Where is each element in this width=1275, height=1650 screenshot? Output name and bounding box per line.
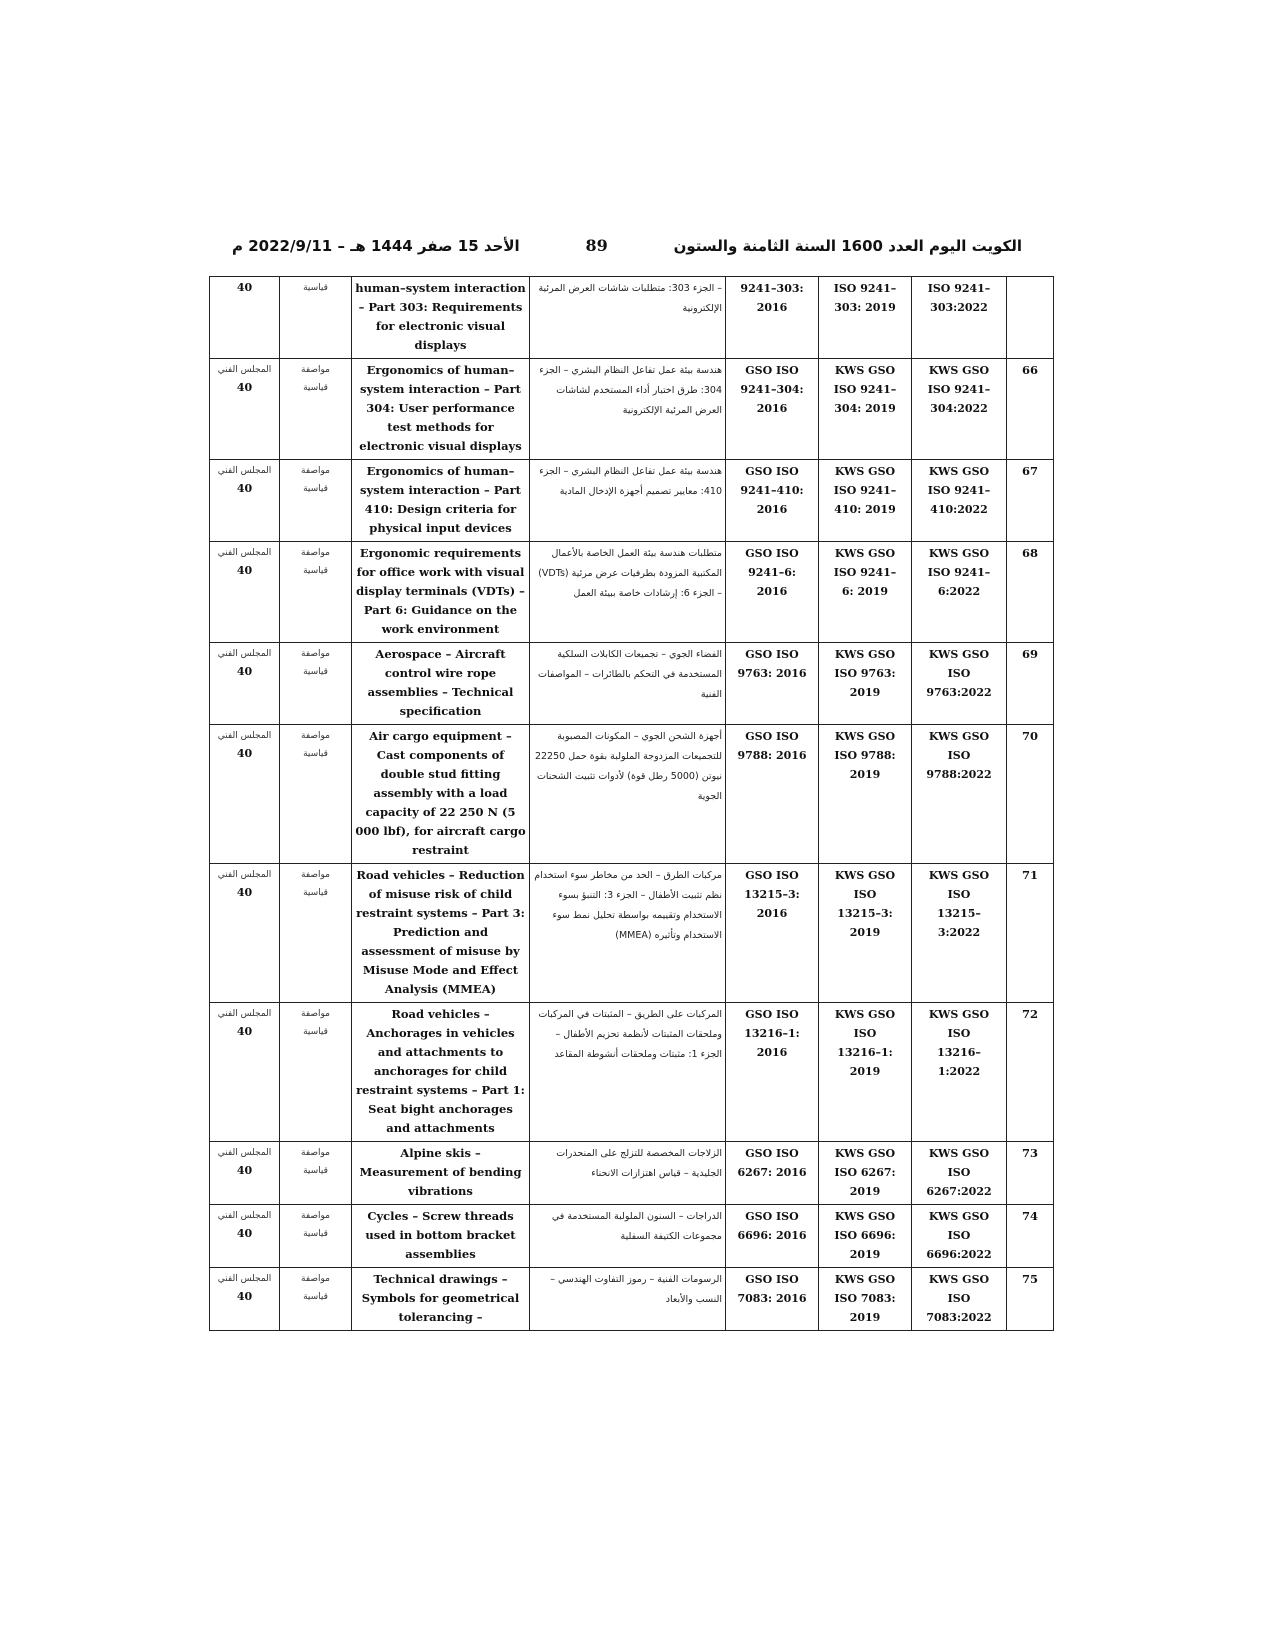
table-row bbox=[210, 542, 1054, 643]
standards-table-body bbox=[210, 277, 1054, 1331]
council-cell: 40 bbox=[210, 277, 280, 359]
title-ar-cell: الزلاجات المخصصة للتزلج على المنحدرات الجليدية – قياس اهتزازات الانحناء bbox=[530, 1142, 726, 1205]
kws-2019-code-cell: KWS GSO ISO 9241– 304: 2019 bbox=[819, 359, 912, 460]
kws-2019-code-cell: KWS GSO ISO 9788: 2019 bbox=[819, 725, 912, 864]
council-cell: المجلس الفني 40 bbox=[210, 1268, 280, 1331]
gso-code-cell: GSO ISO 9241–6: 2016 bbox=[726, 542, 819, 643]
title-ar-cell: أجهزة الشحن الجوي – المكونات المصبوبة للتجميعات المزدوجة الملولبة بقوة حمل 22250 نيوتن (5000 رطل قوة) لأدوات تثبيت الشحنات الجوية bbox=[530, 725, 726, 864]
council-cell: المجلس الفني 40 bbox=[210, 1003, 280, 1142]
gso-code-cell: GSO ISO 7083: 2016 bbox=[726, 1268, 819, 1331]
title-ar-cell: – الجزء 303: متطلبات شاشات العرض المرئية الإلكترونية bbox=[530, 277, 726, 359]
table-row bbox=[210, 1003, 1054, 1142]
header-date: الأحد 15 صفر 1444 هـ – 2022/9/11 م bbox=[232, 237, 520, 255]
page-header bbox=[232, 236, 1022, 262]
title-ar-cell: الرسومات الفنية – رموز التفاوت الهندسي – النسب والأبعاد bbox=[530, 1268, 726, 1331]
council-cell: المجلس الفني 40 bbox=[210, 643, 280, 725]
row-number-cell: 69 bbox=[1007, 643, 1054, 725]
kws-2022-code-cell: KWS GSO ISO 9241– 304:2022 bbox=[912, 359, 1007, 460]
kws-2022-code-cell: KWS GSO ISO 9241– 410:2022 bbox=[912, 460, 1007, 542]
kws-2022-code-cell: KWS GSO ISO 6696:2022 bbox=[912, 1205, 1007, 1268]
row-number-cell: 67 bbox=[1007, 460, 1054, 542]
standard-type-cell: مواصفة قياسية bbox=[280, 725, 352, 864]
council-cell: المجلس الفني 40 bbox=[210, 864, 280, 1003]
table-row bbox=[210, 643, 1054, 725]
table-row bbox=[210, 1268, 1054, 1331]
title-ar-cell: المركبات على الطريق – المثبتات في المركبات وملحقات المثبتات لأنظمة تحزيم الأطفال – الجزء 1: مثبتات وملحقات أنشوطة المقاعد bbox=[530, 1003, 726, 1142]
gso-code-cell: GSO ISO 9763: 2016 bbox=[726, 643, 819, 725]
council-cell: المجلس الفني 40 bbox=[210, 725, 280, 864]
kws-2019-code-cell: KWS GSO ISO 13216–1: 2019 bbox=[819, 1003, 912, 1142]
title-ar-cell: هندسة بيئة عمل تفاعل النظام البشري – الجزء 304: طرق اختبار أداء المستخدم لشاشات العرض المرئية الإلكترونية bbox=[530, 359, 726, 460]
title-ar-cell: الدراجات – السنون الملولبة المستخدمة في مجموعات الكتيفة السفلية bbox=[530, 1205, 726, 1268]
council-cell: المجلس الفني 40 bbox=[210, 359, 280, 460]
kws-2022-code-cell: KWS GSO ISO 13216– 1:2022 bbox=[912, 1003, 1007, 1142]
title-en-cell: Technical drawings – Symbols for geometrical tolerancing – bbox=[352, 1268, 530, 1331]
title-en-cell: Ergonomic requirements for office work with visual display terminals (VDTs) – Part 6: Guidance on the work environment bbox=[352, 542, 530, 643]
title-en-cell: Road vehicles – Anchorages in vehicles and attachments to anchorages for child restraint systems – Part 1: Seat bight anchorages and attachments bbox=[352, 1003, 530, 1142]
header-issue: الكويت اليوم العدد 1600 السنة الثامنة والستون bbox=[673, 237, 1022, 255]
standard-type-cell: مواصفة قياسية bbox=[280, 542, 352, 643]
gso-code-cell: GSO ISO 13215–3: 2016 bbox=[726, 864, 819, 1003]
kws-2019-code-cell: KWS GSO ISO 9241– 410: 2019 bbox=[819, 460, 912, 542]
kws-2019-code-cell: ISO 9241– 303: 2019 bbox=[819, 277, 912, 359]
row-number-cell: 75 bbox=[1007, 1268, 1054, 1331]
gso-code-cell: GSO ISO 13216–1: 2016 bbox=[726, 1003, 819, 1142]
table-row bbox=[210, 725, 1054, 864]
title-ar-cell: مركبات الطرق – الحد من مخاطر سوء استخدام نظم تثبيت الأطفال – الجزء 3: التنبؤ بسوء الاستخدام وتقييمه بواسطة تحليل نمط سوء الاستخدام وتأثيره (MMEA) bbox=[530, 864, 726, 1003]
kws-2022-code-cell: KWS GSO ISO 9241– 6:2022 bbox=[912, 542, 1007, 643]
row-number-cell: 68 bbox=[1007, 542, 1054, 643]
council-cell: المجلس الفني 40 bbox=[210, 542, 280, 643]
row-number-cell: 73 bbox=[1007, 1142, 1054, 1205]
kws-2019-code-cell: KWS GSO ISO 6267: 2019 bbox=[819, 1142, 912, 1205]
row-number-cell: 70 bbox=[1007, 725, 1054, 864]
table-row bbox=[210, 864, 1054, 1003]
table-row bbox=[210, 1205, 1054, 1268]
kws-2019-code-cell: KWS GSO ISO 7083: 2019 bbox=[819, 1268, 912, 1331]
gso-code-cell: GSO ISO 9241–304: 2016 bbox=[726, 359, 819, 460]
row-number-cell bbox=[1007, 277, 1054, 359]
table-row bbox=[210, 460, 1054, 542]
title-ar-cell: هندسة بيئة عمل تفاعل النظام البشري – الجزء 410: معايير تصميم أجهزة الإدخال المادية bbox=[530, 460, 726, 542]
title-en-cell: Ergonomics of human–system interaction – Part 304: User performance test methods for electronic visual displays bbox=[352, 359, 530, 460]
title-en-cell: Air cargo equipment – Cast components of double stud fitting assembly with a load capacity of 22 250 N (5 000 lbf), for aircraft cargo restraint bbox=[352, 725, 530, 864]
table-row bbox=[210, 277, 1054, 359]
row-number-cell: 74 bbox=[1007, 1205, 1054, 1268]
council-cell: المجلس الفني 40 bbox=[210, 1205, 280, 1268]
kws-2022-code-cell: KWS GSO ISO 6267:2022 bbox=[912, 1142, 1007, 1205]
kws-2022-code-cell: KWS GSO ISO 13215– 3:2022 bbox=[912, 864, 1007, 1003]
standards-table bbox=[209, 276, 1054, 1331]
table-row bbox=[210, 359, 1054, 460]
kws-2019-code-cell: KWS GSO ISO 13215–3: 2019 bbox=[819, 864, 912, 1003]
standard-type-cell: مواصفة قياسية bbox=[280, 1142, 352, 1205]
standard-type-cell: مواصفة قياسية bbox=[280, 643, 352, 725]
gso-code-cell: GSO ISO 9241–410: 2016 bbox=[726, 460, 819, 542]
title-en-cell: human–system interaction – Part 303: Requirements for electronic visual displays bbox=[352, 277, 530, 359]
row-number-cell: 66 bbox=[1007, 359, 1054, 460]
kws-2022-code-cell: ISO 9241– 303:2022 bbox=[912, 277, 1007, 359]
title-en-cell: Cycles – Screw threads used in bottom bracket assemblies bbox=[352, 1205, 530, 1268]
page-number: 89 bbox=[585, 236, 608, 255]
council-cell: المجلس الفني 40 bbox=[210, 460, 280, 542]
standard-type-cell: مواصفة قياسية bbox=[280, 1205, 352, 1268]
kws-2019-code-cell: KWS GSO ISO 6696: 2019 bbox=[819, 1205, 912, 1268]
kws-2022-code-cell: KWS GSO ISO 9788:2022 bbox=[912, 725, 1007, 864]
kws-2019-code-cell: KWS GSO ISO 9241– 6: 2019 bbox=[819, 542, 912, 643]
title-ar-cell: الفضاء الجوي – تجميعات الكابلات السلكية المستخدمة في التحكم بالطائرات – المواصفات الفنية bbox=[530, 643, 726, 725]
standard-type-cell: مواصفة قياسية bbox=[280, 1003, 352, 1142]
kws-2022-code-cell: KWS GSO ISO 7083:2022 bbox=[912, 1268, 1007, 1331]
title-en-cell: Aerospace – Aircraft control wire rope assemblies – Technical specification bbox=[352, 643, 530, 725]
kws-2022-code-cell: KWS GSO ISO 9763:2022 bbox=[912, 643, 1007, 725]
title-en-cell: Road vehicles – Reduction of misuse risk of child restraint systems – Part 3: Prediction and assessment of misuse by Misuse Mode and Effect Analysis (MMEA) bbox=[352, 864, 530, 1003]
gso-code-cell: 9241–303: 2016 bbox=[726, 277, 819, 359]
gso-code-cell: GSO ISO 6696: 2016 bbox=[726, 1205, 819, 1268]
kws-2019-code-cell: KWS GSO ISO 9763: 2019 bbox=[819, 643, 912, 725]
row-number-cell: 71 bbox=[1007, 864, 1054, 1003]
standard-type-cell: مواصفة قياسية bbox=[280, 1268, 352, 1331]
table-row bbox=[210, 1142, 1054, 1205]
gso-code-cell: GSO ISO 6267: 2016 bbox=[726, 1142, 819, 1205]
row-number-cell: 72 bbox=[1007, 1003, 1054, 1142]
title-en-cell: Ergonomics of human–system interaction – Part 410: Design criteria for physical input devices bbox=[352, 460, 530, 542]
standard-type-cell: مواصفة قياسية bbox=[280, 460, 352, 542]
standard-type-cell: مواصفة قياسية bbox=[280, 864, 352, 1003]
standard-type-cell: مواصفة قياسية bbox=[280, 359, 352, 460]
standard-type-cell: قياسية bbox=[280, 277, 352, 359]
title-ar-cell: متطلبات هندسة بيئة العمل الخاصة بالأعمال المكتبية المزودة بطرفيات عرض مرئية (VDTs) – الجزء 6: إرشادات خاصة ببيئة العمل bbox=[530, 542, 726, 643]
council-cell: المجلس الفني 40 bbox=[210, 1142, 280, 1205]
title-en-cell: Alpine skis – Measurement of bending vibrations bbox=[352, 1142, 530, 1205]
gso-code-cell: GSO ISO 9788: 2016 bbox=[726, 725, 819, 864]
